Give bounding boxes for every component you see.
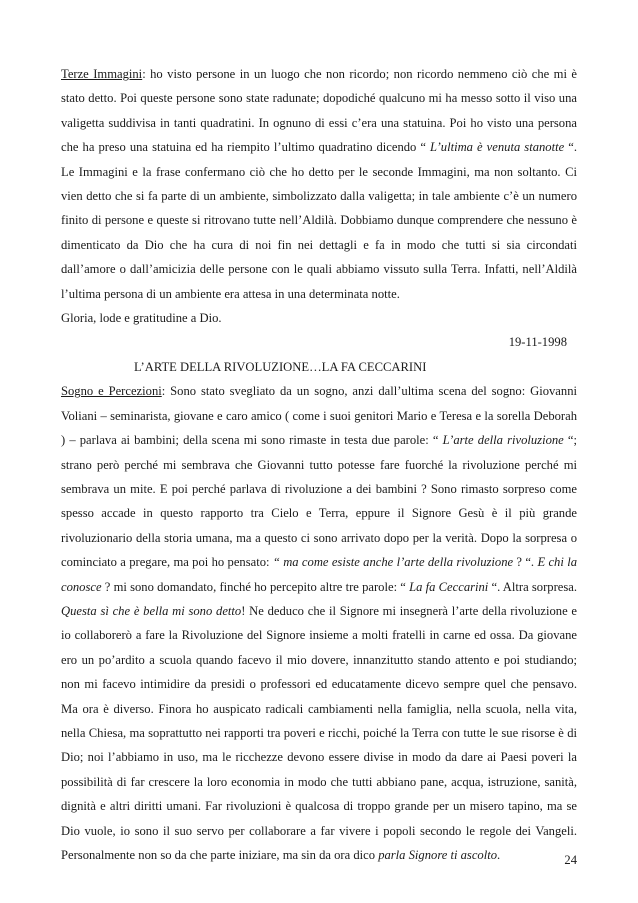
text-segment: : Sono stato svegliato da un sogno, anzi dall’ultima scena del sogno: Giovanni Voliani – seminarista, giovane e caro amico ( come i suoi genitori Mario e Teresa e la sorella Deborah ) – parlava ai bambini; della scena mi sono rimaste in testa due parole: “ xyxy=(61,384,577,448)
italic-phrase: E chi la conosce xyxy=(61,555,577,594)
text-segment: ? mi sono domandato, finché ho percepito altre tre parole: “ xyxy=(101,579,410,594)
paragraph-terze-immagini xyxy=(61,62,577,306)
page-number: 24 xyxy=(564,853,577,867)
text-segment: ? “. xyxy=(513,555,538,570)
italic-quote: L’ultima è venuta stanotte xyxy=(430,140,565,155)
italic-phrase: L’arte della rivoluzione xyxy=(442,433,564,448)
italic-phrase: Questa sì che è bella mi sono detto xyxy=(61,603,242,618)
paragraph-sogno-percezioni xyxy=(61,379,577,867)
italic-phrase: parla Signore ti ascolto xyxy=(378,848,498,862)
text-segment: “; strano però perché mi sembrava che Giovanni tutto potesse fare fuorché la rivoluzione perché mi sembrava un mite. E poi perché parlava di rivoluzione a dei bambini ? Sono rimasto sorpreso come spesso accade in questo rapporto tra Cielo e Terra, eppure il Signore Gesù è il più grande rivoluzionario della storia umana, ma a questo ci sono arrivato dopo per la verità. Dopo la sorpresa o cominciato a pregare, ma poi ho pensato: xyxy=(61,433,577,570)
entry-date: 19-11-1998 xyxy=(508,335,567,350)
italic-phrase: “ ma come esiste anche l’arte della rivoluzione xyxy=(272,555,514,570)
section-label-terze-immagini: Terze Immagini xyxy=(61,67,143,81)
text-segment: . xyxy=(497,848,501,862)
text-segment: : ho visto persone in un luogo che non ricordo; non ricordo nemmeno ciò che mi è stato detto. Poi queste persone sono state radunate; dopodiché qualcuno mi ha messo sotto il viso una valigetta suddivisa in tanti quadratini. In ognuno di essi c’era una statuina. Poi ho visto una persona che ha preso una statuina ed ha riempito l’ultimo quadratino dicendo “ xyxy=(61,67,577,155)
text-segment: “. Altra sorpresa. xyxy=(488,579,578,594)
closing-line: Gloria, lode e gratitudine a Dio. xyxy=(61,311,222,326)
page-content xyxy=(61,62,577,867)
section-heading: L’ARTE DELLA RIVOLUZIONE…LA FA CECCARINI xyxy=(134,359,427,374)
section-label-sogno-percezioni: Sogno e Percezioni xyxy=(61,384,162,399)
italic-phrase: La fa Ceccarini xyxy=(409,579,489,594)
text-segment: “. Le Immagini e la frase confermano ciò che ho detto per le seconde Immagini, ma non soltanto. Ci vien detto che si fa parte di un ambiente, simbolizzato dalla valigetta; in tale ambiente c’è un numero finito di persone e queste si ritrovano tutte nell’Aldilà. Dobbiamo dunque comprendere che nessuno è dimenticato da Dio che ha cura di noi fin nei dettagli e fa in modo che tutti si sia circondati dall’amore o dall’amicizia delle persone con le quali abbiamo vissuto sulla Terra. Infatti, nell’Aldilà l’ultima persona di un ambiente era attesa in una determinata notte. xyxy=(61,140,577,301)
text-segment: ! Ne deduco che il Signore mi insegnerà l’arte della rivoluzione e io collaborerò a fare la Rivoluzione del Signore insieme a molti fratelli in carne ed ossa. Da giovane ero un po’ardito a scuola quando facevo il mio dovere, innanzitutto stando attento e poi studiando; non mi facevo intimidire da presidi o professori ed educatamente dicevo sempre quel che pensavo. Ma ora è diverso. Finora ho auspicato radicali cambiamenti nella famiglia, nella scuola, nella vita, nella Chiesa, ma soprattutto nei rapporti tra poveri e ricchi, poiché la Terra con tutte le sue risorse è di Dio; noi l’abbiamo in uso, ma le ricchezze devono essere divise in modo da dare ai Paesi poveri la possibilità di far crescere la loro economia in modo che tutti abbiano pane, acqua, istruzione, sanità, dignità e altri diritti umani. Far rivoluzioni è qualcosa di troppo grande per un misero tapino, ma se Dio vuole, io sono il suo servo per collaborare a far vivere i popoli secondo le regole dei Vangeli. Personalmente non so da che parte iniziare, ma sin da ora dico xyxy=(61,603,578,862)
